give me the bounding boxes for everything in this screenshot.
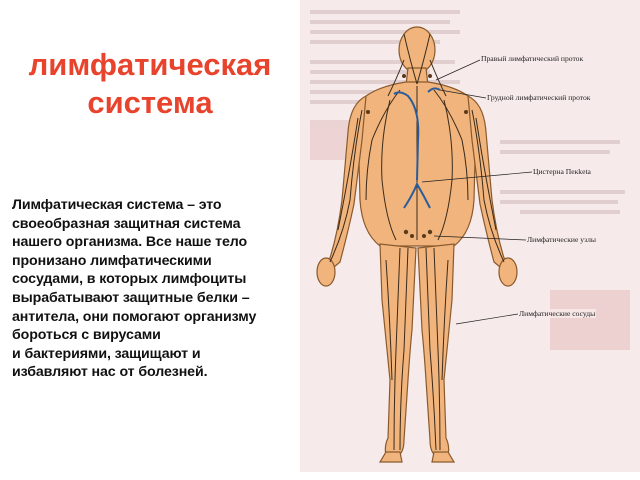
body-line-7: антитела, они помогают организму bbox=[12, 308, 257, 325]
body-line-9: и бактериями, защищают и bbox=[12, 345, 201, 362]
body-line-4: пронизано лимфатическими bbox=[12, 252, 212, 269]
body-line-1: Лимфатическая система – это bbox=[12, 197, 222, 213]
label-right-lymph-duct: Правый лимфатический проток bbox=[481, 54, 584, 63]
body-line-10: избавляют нас от болезней. bbox=[12, 364, 208, 381]
label-thoracic-duct: Грудной лимфатический проток bbox=[487, 93, 591, 102]
label-lymph-vessels: Лимфатические сосуды bbox=[519, 309, 596, 318]
label-cisterna: Цистерна Пекketа bbox=[533, 167, 591, 176]
title-line-1: лимфатическая bbox=[28, 47, 272, 82]
title-line-2: система bbox=[87, 85, 213, 120]
body-line-5: сосудами, в которых лимфоциты bbox=[12, 271, 247, 288]
description-paragraph bbox=[12, 196, 302, 382]
body-line-6: вырабатывают защитные белки – bbox=[12, 289, 250, 306]
lymphatic-system-illustration bbox=[300, 0, 640, 472]
body-line-8: бороться с вирусами bbox=[12, 327, 161, 344]
slide-title bbox=[0, 46, 300, 122]
body-line-3: нашего организма. Все наше тело bbox=[12, 234, 248, 251]
body-line-2: своеобразная защитная система bbox=[12, 215, 241, 232]
label-lymph-nodes: Лимфатические узлы bbox=[527, 235, 596, 244]
